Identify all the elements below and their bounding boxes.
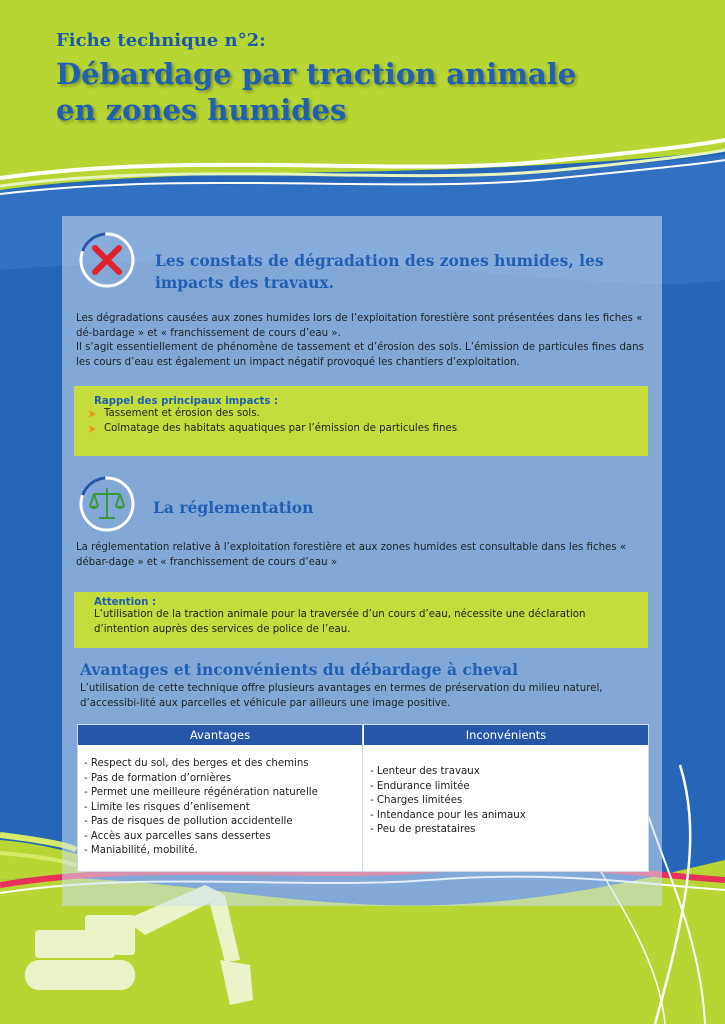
list-item: - Charges limitées (370, 795, 463, 806)
avantages-list (84, 757, 318, 859)
cross-icon (77, 230, 137, 290)
table-header-avantages: Avantages (78, 725, 362, 745)
list-item: - Pas de formation d’ornières (84, 772, 232, 784)
impacts-heading: Rappel des principaux impacts : (94, 396, 279, 407)
list-item: - Maniabilité, mobilité. (84, 845, 198, 856)
section-constats-text (76, 312, 656, 370)
document-title: Débardage par traction animale en zones humides (56, 57, 577, 127)
arrow-bullet-icon (88, 409, 100, 419)
list-item: - Accès aux parcelles sans dessertes (84, 830, 271, 842)
impact-item (94, 422, 457, 437)
scales-icon (77, 474, 137, 534)
list-item: - Intendance pour les animaux (370, 809, 526, 821)
list-item: - Pas de risques de pollution accidentelle (84, 816, 293, 827)
list-item: - Limite les risques d’enlisement (84, 801, 250, 813)
paragraph-degradations: Les dégradations causées aux zones humides lors de l’exploitation forestière sont présentées dans les fiches « dé-bardage » et « franchissement de cours d’eau ». (76, 313, 643, 339)
list-item: - Respect du sol, des berges et des chemins (84, 758, 309, 769)
impact-text: Colmatage des habitats aquatiques par l’émission de particules fines (104, 422, 458, 434)
paragraph-reglementation: La réglementation relative à l’exploitation forestière et aux zones humides est consultable dans les fiches « débar-dage » et « franchissement de cours d’eau » (76, 542, 627, 568)
document-subtitle: Fiche technique n°2: (56, 30, 266, 51)
impact-item (94, 407, 457, 422)
attention-text: L’utilisation de la traction animale pour la traversée d’un cours d’eau, nécessite une déclaration d’intention auprès des services de police de l’eau. (94, 609, 586, 635)
paragraph-tassement: Il s’agit essentiellement de phénomène de tassement et d’érosion des sols. L’émission de particules fines dans les cours d’eau est également un impact négatif provoqué les chantiers d’exploitation. (76, 342, 644, 368)
section-title-constats: Les constats de dégradation des zones humides, les impacts des travaux. (155, 251, 604, 292)
paragraph-avantages: L’utilisation de cette technique offre plusieurs avantages en termes de préservation du milieu naturel, d’accessibi-lité aux parcelles et véhicule par ailleurs une image positive. (80, 683, 603, 709)
attention-heading: Attention : (94, 597, 157, 608)
arrow-bullet-icon (88, 424, 100, 434)
list-item: - Endurance limitée (370, 780, 470, 792)
inconvenients-list (370, 765, 526, 838)
list-item: - Peu de prestataires (370, 824, 476, 835)
section-title-avantages: Avantages et inconvénients du débardage à cheval (80, 660, 518, 679)
attention-box (74, 592, 648, 648)
table-divider (362, 725, 363, 871)
list-item: - Permet une meilleure régénération naturelle (84, 787, 318, 798)
table-header-inconvenients: Inconvénients (364, 725, 648, 745)
list-item: - Lenteur des travaux (370, 766, 480, 777)
advantages-table (77, 724, 649, 872)
impact-text: Tassement et érosion des sols. (104, 408, 260, 419)
impacts-reminder-box (74, 386, 648, 456)
section-title-reglementation: La réglementation (153, 498, 314, 517)
